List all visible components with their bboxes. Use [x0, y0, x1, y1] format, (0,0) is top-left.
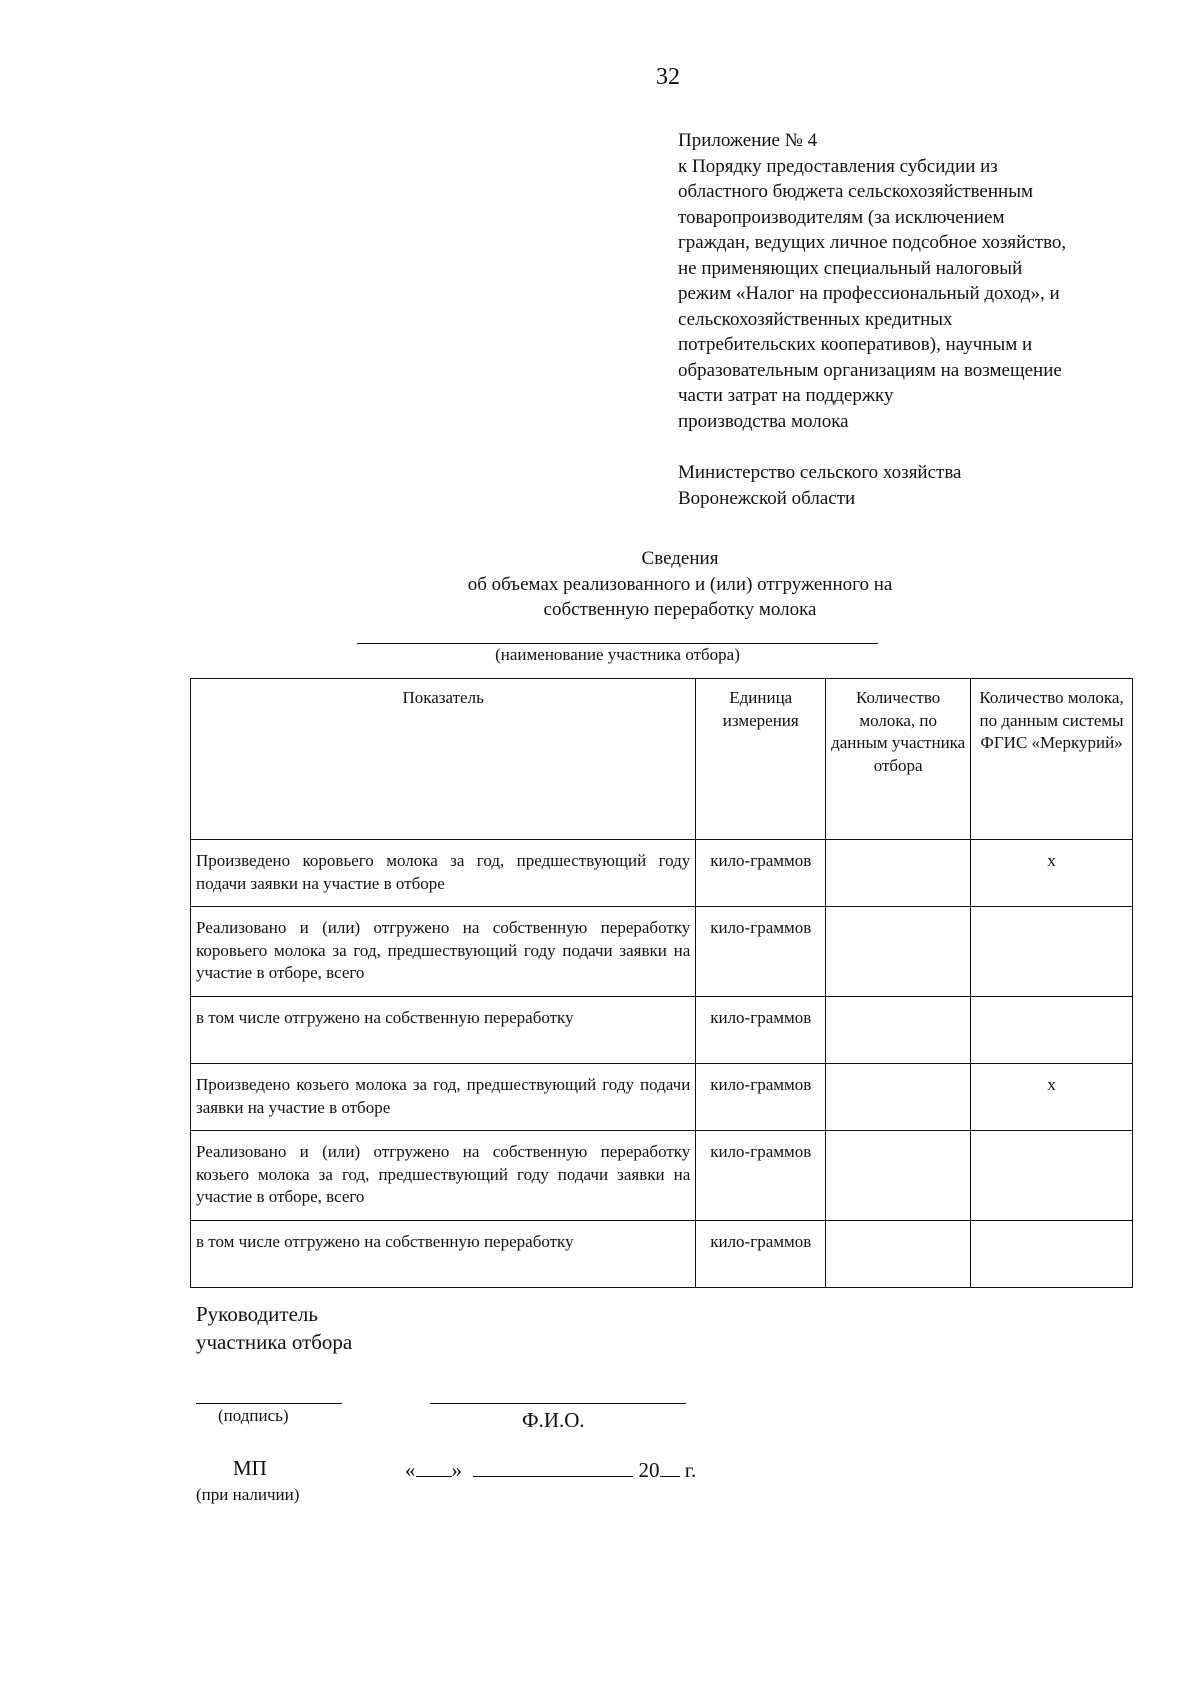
fio-line[interactable]	[430, 1403, 686, 1404]
date-field	[405, 1456, 696, 1483]
appendix-line: Приложение № 4	[678, 130, 818, 151]
appendix-line: производства молока	[678, 410, 849, 432]
ministry-line: Министерство сельского хозяйства	[678, 462, 962, 483]
appendix-line: образовательным организациям на возмещение	[678, 359, 1062, 381]
column-header-participant-quantity: Количество молока, по данным участника отбора	[826, 679, 971, 840]
participant-quantity-cell[interactable]	[826, 840, 971, 907]
indicator-cell: Реализовано и (или) отгружено на собственную переработку козьего молока за год, предшествующий году подачи заявки на участие в отборе, всего	[191, 1131, 696, 1221]
unit-cell: кило-граммов	[696, 1131, 826, 1221]
table-row	[191, 907, 1133, 997]
unit-cell: кило-граммов	[696, 1221, 826, 1288]
title-line: собственную переработку молока	[543, 599, 817, 620]
table-row	[191, 1131, 1133, 1221]
head-label-participant: участника отбора	[196, 1330, 353, 1354]
indicator-cell: Произведено коровьего молока за год, предшествующий году подачи заявки на участие в отборе	[191, 840, 696, 907]
data-table	[190, 678, 1133, 1288]
appendix-line: сельскохозяйственных кредитных	[678, 308, 953, 330]
title-line: об объемах реализованного и (или) отгруженного на	[467, 573, 893, 595]
table-row	[191, 840, 1133, 907]
appendix-line: граждан, ведущих личное подсобное хозяйство,	[678, 232, 1067, 253]
appendix-line: к Порядку предоставления субсидии из	[678, 155, 998, 177]
mercury-quantity-cell[interactable]	[971, 1221, 1133, 1288]
participant-quantity-cell[interactable]	[826, 1131, 971, 1221]
date-month-blank[interactable]	[473, 1456, 633, 1477]
column-header-indicator: Показатель	[191, 679, 696, 840]
mercury-quantity-cell[interactable]: х	[971, 1064, 1133, 1131]
table-row	[191, 1064, 1133, 1131]
indicator-cell: Произведено козьего молока за год, предшествующий году подачи заявки на участие в отборе	[191, 1064, 696, 1131]
stamp-label: МП	[233, 1456, 267, 1480]
mercury-quantity-cell[interactable]: х	[971, 840, 1133, 907]
participant-quantity-cell[interactable]	[826, 907, 971, 997]
date-open-quote: «	[405, 1458, 416, 1482]
unit-cell: кило-граммов	[696, 840, 826, 907]
table-header-row	[191, 679, 1133, 840]
appendix-line: режим «Налог на профессиональный доход», и	[678, 283, 1060, 304]
signature-caption: (подпись)	[218, 1406, 289, 1425]
mercury-quantity-cell[interactable]	[971, 997, 1133, 1064]
date-day-blank[interactable]	[416, 1456, 452, 1477]
participant-quantity-cell[interactable]	[826, 1064, 971, 1131]
participant-name-line[interactable]	[357, 643, 878, 644]
appendix-line: потребительских кооперативов), научным и	[678, 334, 1033, 355]
stamp-note: (при наличии)	[196, 1485, 300, 1504]
column-header-unit: Единица измерения	[696, 679, 826, 840]
appendix-line: части затрат на поддержку	[678, 385, 894, 406]
table-row	[191, 1221, 1133, 1288]
column-header-mercury-quantity: Количество молока, по данным системы ФГИС «Меркурий»	[971, 679, 1133, 840]
date-close-quote: »	[451, 1458, 462, 1482]
fio-caption: Ф.И.О.	[522, 1408, 585, 1432]
participant-quantity-cell[interactable]	[826, 997, 971, 1064]
appendix-line: областного бюджета сельскохозяйственным	[678, 181, 1033, 202]
title-line: Сведения	[641, 548, 719, 569]
appendix-line: не применяющих специальный налоговый	[678, 257, 1023, 279]
date-year-blank[interactable]	[660, 1456, 680, 1477]
appendix-line: товаропроизводителям (за исключением	[678, 206, 1005, 228]
signature-line[interactable]	[196, 1403, 342, 1404]
indicator-cell: Реализовано и (или) отгружено на собственную переработку коровьего молока за год, предшествующий году подачи заявки на участие в отборе, всего	[191, 907, 696, 997]
appendix-block	[678, 128, 1158, 434]
table-row	[191, 997, 1133, 1064]
unit-cell: кило-граммов	[696, 997, 826, 1064]
date-year-prefix: 20	[638, 1458, 660, 1482]
unit-cell: кило-граммов	[696, 907, 826, 997]
date-year-suffix: г.	[684, 1458, 697, 1482]
ministry-line: Воронежской области	[678, 487, 856, 509]
indicator-cell: в том числе отгружено на собственную переработку	[191, 997, 696, 1064]
document-title	[330, 546, 1030, 623]
indicator-cell: в том числе отгружено на собственную переработку	[191, 1221, 696, 1288]
mercury-quantity-cell[interactable]	[971, 907, 1133, 997]
page-number: 32	[656, 64, 680, 90]
unit-cell: кило-граммов	[696, 1064, 826, 1131]
head-label: Руководитель	[196, 1302, 318, 1326]
participant-quantity-cell[interactable]	[826, 1221, 971, 1288]
participant-name-caption: (наименование участника отбора)	[495, 645, 740, 664]
mercury-quantity-cell[interactable]	[971, 1131, 1133, 1221]
ministry-block	[678, 460, 1158, 511]
